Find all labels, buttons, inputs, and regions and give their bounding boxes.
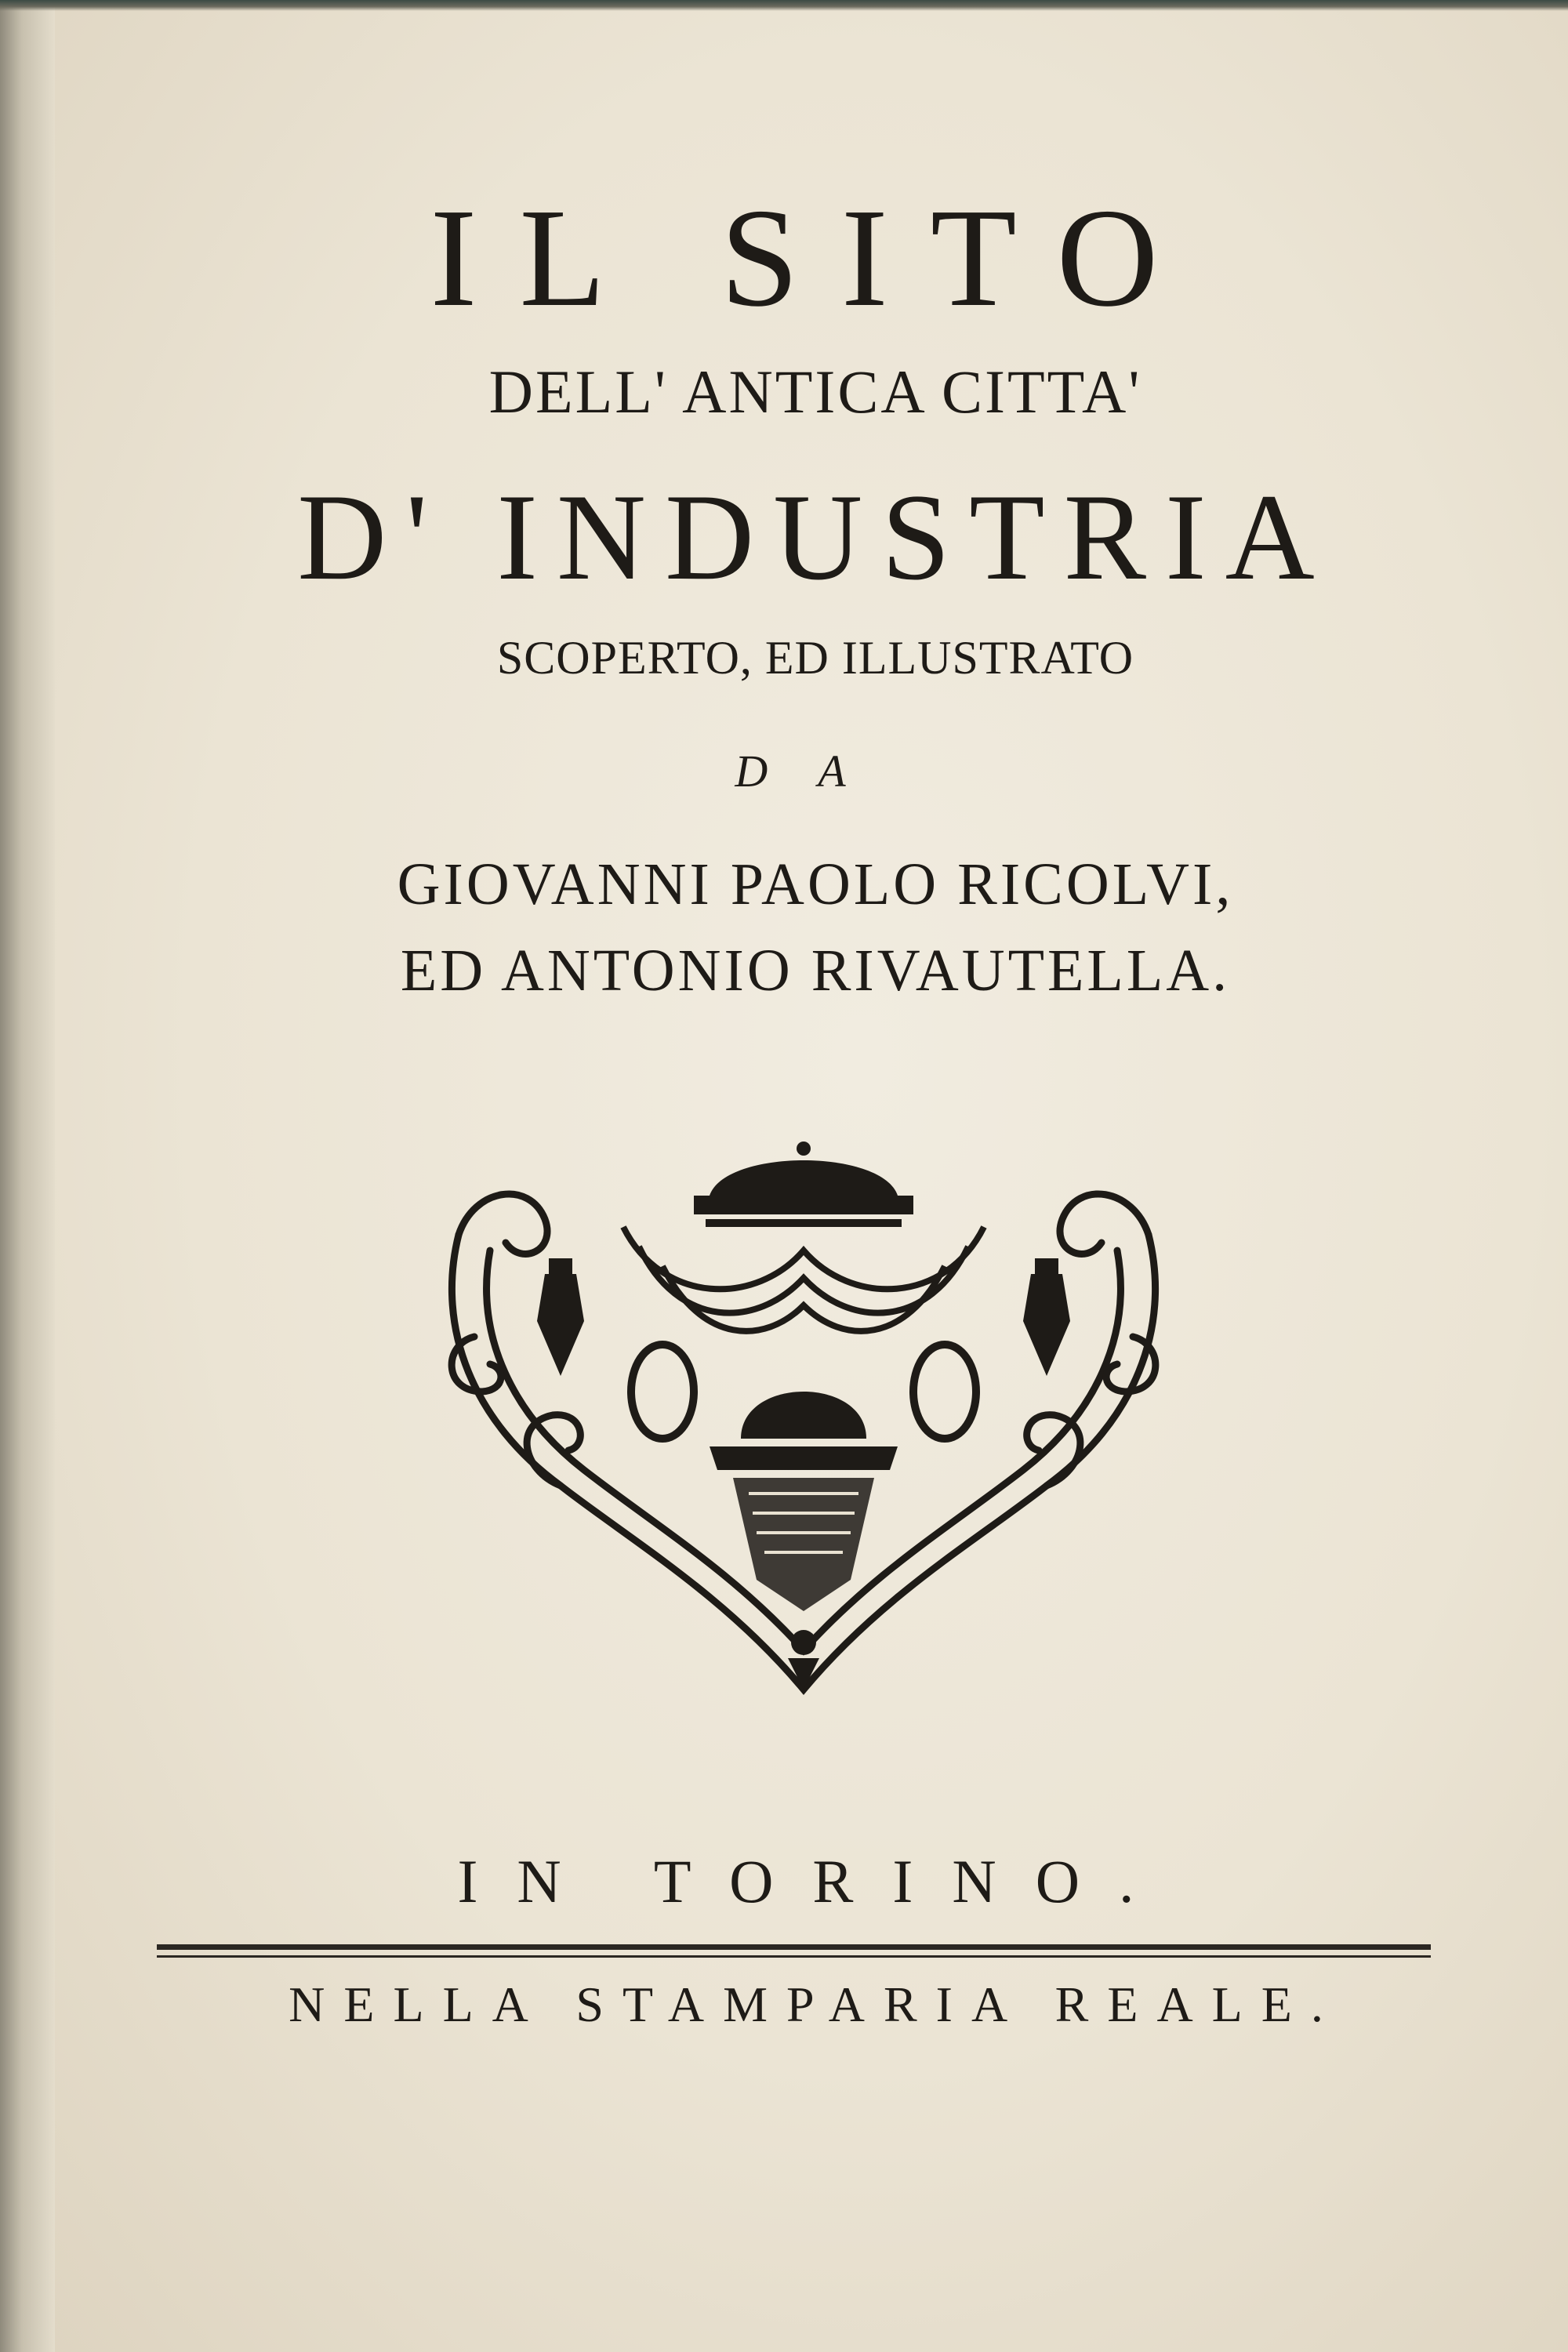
byline: DA <box>735 746 896 797</box>
imprint-rule-thin <box>157 1955 1431 1958</box>
author-line-1: GIOVANNI PAOLO RICOLVI, <box>397 851 1234 917</box>
title-line-1: IL SITO <box>430 180 1201 336</box>
book-top-edge <box>0 0 1568 11</box>
author-line-2: ED ANTONIO RIVAUTELLA. <box>400 938 1231 1004</box>
title-line-3: D' INDUSTRIA <box>297 469 1334 606</box>
book-gutter <box>0 0 55 2352</box>
imprint-city: IN TORINO. <box>457 1847 1174 1915</box>
imprint-printer: NELLA STAMPARIA REALE. <box>289 1976 1342 2032</box>
title-line-2: DELL' ANTICA CITTA' <box>488 358 1142 426</box>
subtitle: SCOPERTO, ED ILLUSTRATO <box>496 632 1134 684</box>
imprint-rule-thick <box>157 1944 1431 1950</box>
printers-ornament-icon <box>427 1141 1180 1705</box>
